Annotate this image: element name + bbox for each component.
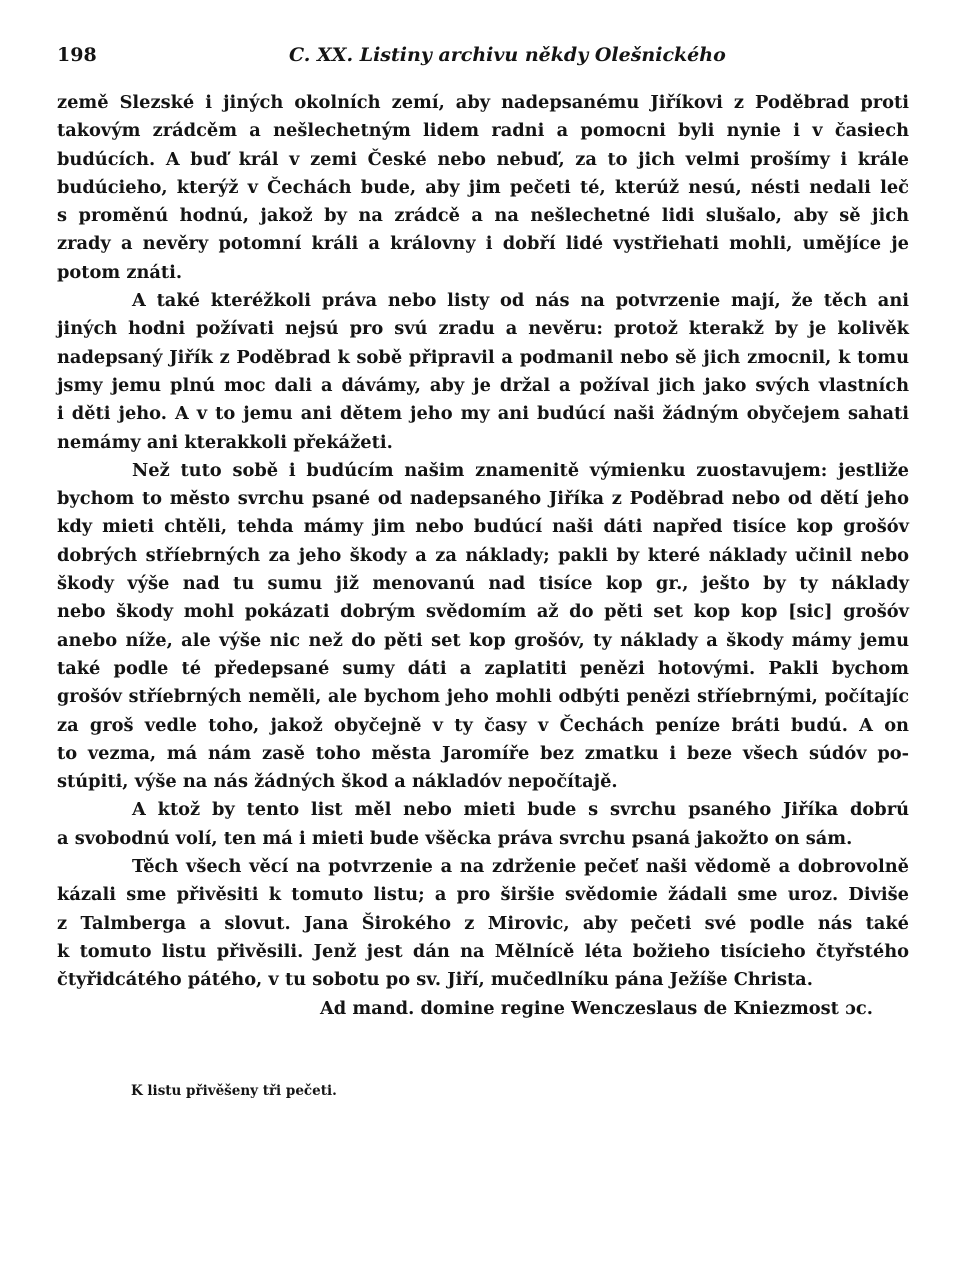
text-line: z Talmberga a slovut. Jana Širokého z Mirovic, aby pečeti své podle nás také — [57, 912, 909, 934]
text-line: stúpiti, výše na nás žádných škod a nákladóv nepočítajě. — [57, 771, 618, 793]
text-line: dobrých stříebrných za jeho škody a za náklady; pakli by které náklady učinil nebo — [57, 544, 909, 566]
text-line: kázali sme přivěsiti k tomuto listu; a pro širšie svědomie žádali sme uroz. Diviše — [57, 884, 909, 906]
text-line: Těch všech věcí na potvrzenie a na zdrženie pečeť naši vědomě a dobrovolně — [132, 856, 909, 878]
text-line: také podle té předepsané sumy dáti a zaplatiti penězi hotovými. Pakli bychom — [57, 657, 909, 679]
text-line: bychom to město svrchu psané od nadepsaného Jiříka z Poděbrad nebo od dětí jeho — [57, 488, 909, 510]
text-line: budúcieho, kterýž v Čechách bude, aby jim pečeti té, kterúž nesú, nésti nedali leč — [57, 176, 909, 198]
paragraph — [57, 287, 909, 457]
text-line: k tomuto listu přivěsili. Jenž jest dán na Mělnícě léta božieho tisícieho čtyřstého — [57, 940, 909, 962]
running-head: C. XX. Listiny archivu někdy Olešnického — [289, 44, 726, 66]
body-text — [57, 89, 909, 1023]
text-line: anebo níže, ale výše nic než do pěti set kop grošóv, ty náklady a škody mámy jemu — [57, 629, 909, 651]
signature-line: Ad mand. domine regine Wenczeslaus de Kniezmost ɔc. — [320, 997, 873, 1019]
text-line: jiných hodni požívati nejsú pro svú zradu a nevěru: protož kterakž by je kolivěk — [57, 318, 909, 340]
text-line: s proměnú hodnú, jakož by na zrádcě a na nešlechetné lidi slušalo, aby sě jich — [57, 205, 909, 227]
text-line: to vezma, má nám zasě toho města Jaromíře bez zmatku i beze všech súdóv po- — [57, 742, 909, 764]
text-line: a svobodnú volí, ten má i mieti bude všěcka práva svrchu psaná jakožto on sám. — [57, 827, 853, 849]
text-line: potom znáti. — [57, 261, 183, 283]
text-line: jsmy jemu plnú moc dali a dávámy, aby je držal a požíval jich jako svých vlastních — [57, 374, 909, 396]
text-line: nemámy ani kterakkoli překážeti. — [57, 431, 393, 453]
footnote: K listu přivěšeny tři pečeti. — [131, 1083, 337, 1099]
text-line: budúcích. A buď král v zemi České nebo nebuď, za to jich velmi prošímy i krále — [57, 148, 909, 170]
page-number: 198 — [57, 44, 97, 66]
text-line: takovým zrádcěm a nešlechetným lidem radni a pomocni byli nynie i v časiech — [57, 120, 909, 142]
text-line: A ktož by tento list měl nebo mieti bude s svrchu psaného Jiříka dobrú — [132, 799, 909, 821]
text-line: i děti jeho. A v to jemu ani dětem jeho my ani budúcí naši žádným obyčejem sahati — [57, 403, 909, 425]
paragraph — [57, 457, 909, 797]
text-line: škody výše nad tu sumu již menovanú nad tisíce kop gr., ješto by ty náklady — [57, 573, 909, 595]
text-line: čtyřidcátého pátého, v tu sobotu po sv. Jiří, mučedlníku pána Ježíše Christa. — [57, 969, 813, 991]
text-line: Než tuto sobě i budúcím našim znamenitě výmienku zuostavujem: jestliže — [132, 459, 909, 481]
text-line: grošóv stříebrných neměli, ale bychom jeho mohli odbýti penězi stříebrnými, počítajíc — [57, 687, 909, 708]
text-line: země Slezské i jiných okolních zemí, aby nadepsanému Jiříkovi z Poděbrad proti — [57, 92, 909, 113]
paragraph — [57, 853, 909, 994]
text-line: za groš vedle toho, jakož obyčejně v ty časy v Čechách peníze bráti budú. A on — [57, 714, 909, 736]
paragraph — [57, 796, 909, 853]
page-header — [57, 44, 906, 72]
text-line: kdy mieti chtěli, tehda mámy jim nebo budúcí naši dáti napřed tisíce kop grošóv — [57, 516, 909, 538]
text-line: zrady a nevěry potomní králi a královny i dobří lidé vystřiehati mohli, umějíce je — [57, 233, 909, 255]
text-line: nadepsaný Jiřík z Poděbrad k sobě připravil a podmanil nebo sě jich zmocnil, k tomu — [57, 346, 909, 368]
paragraph — [57, 89, 909, 287]
text-line: nebo škody mohl pokázati dobrým svědomím až do pěti set kop kop [sic] grošóv — [57, 601, 909, 623]
text-line: A také kteréžkoli práva nebo listy od nás na potvrzenie mají, že těch ani — [132, 290, 909, 312]
